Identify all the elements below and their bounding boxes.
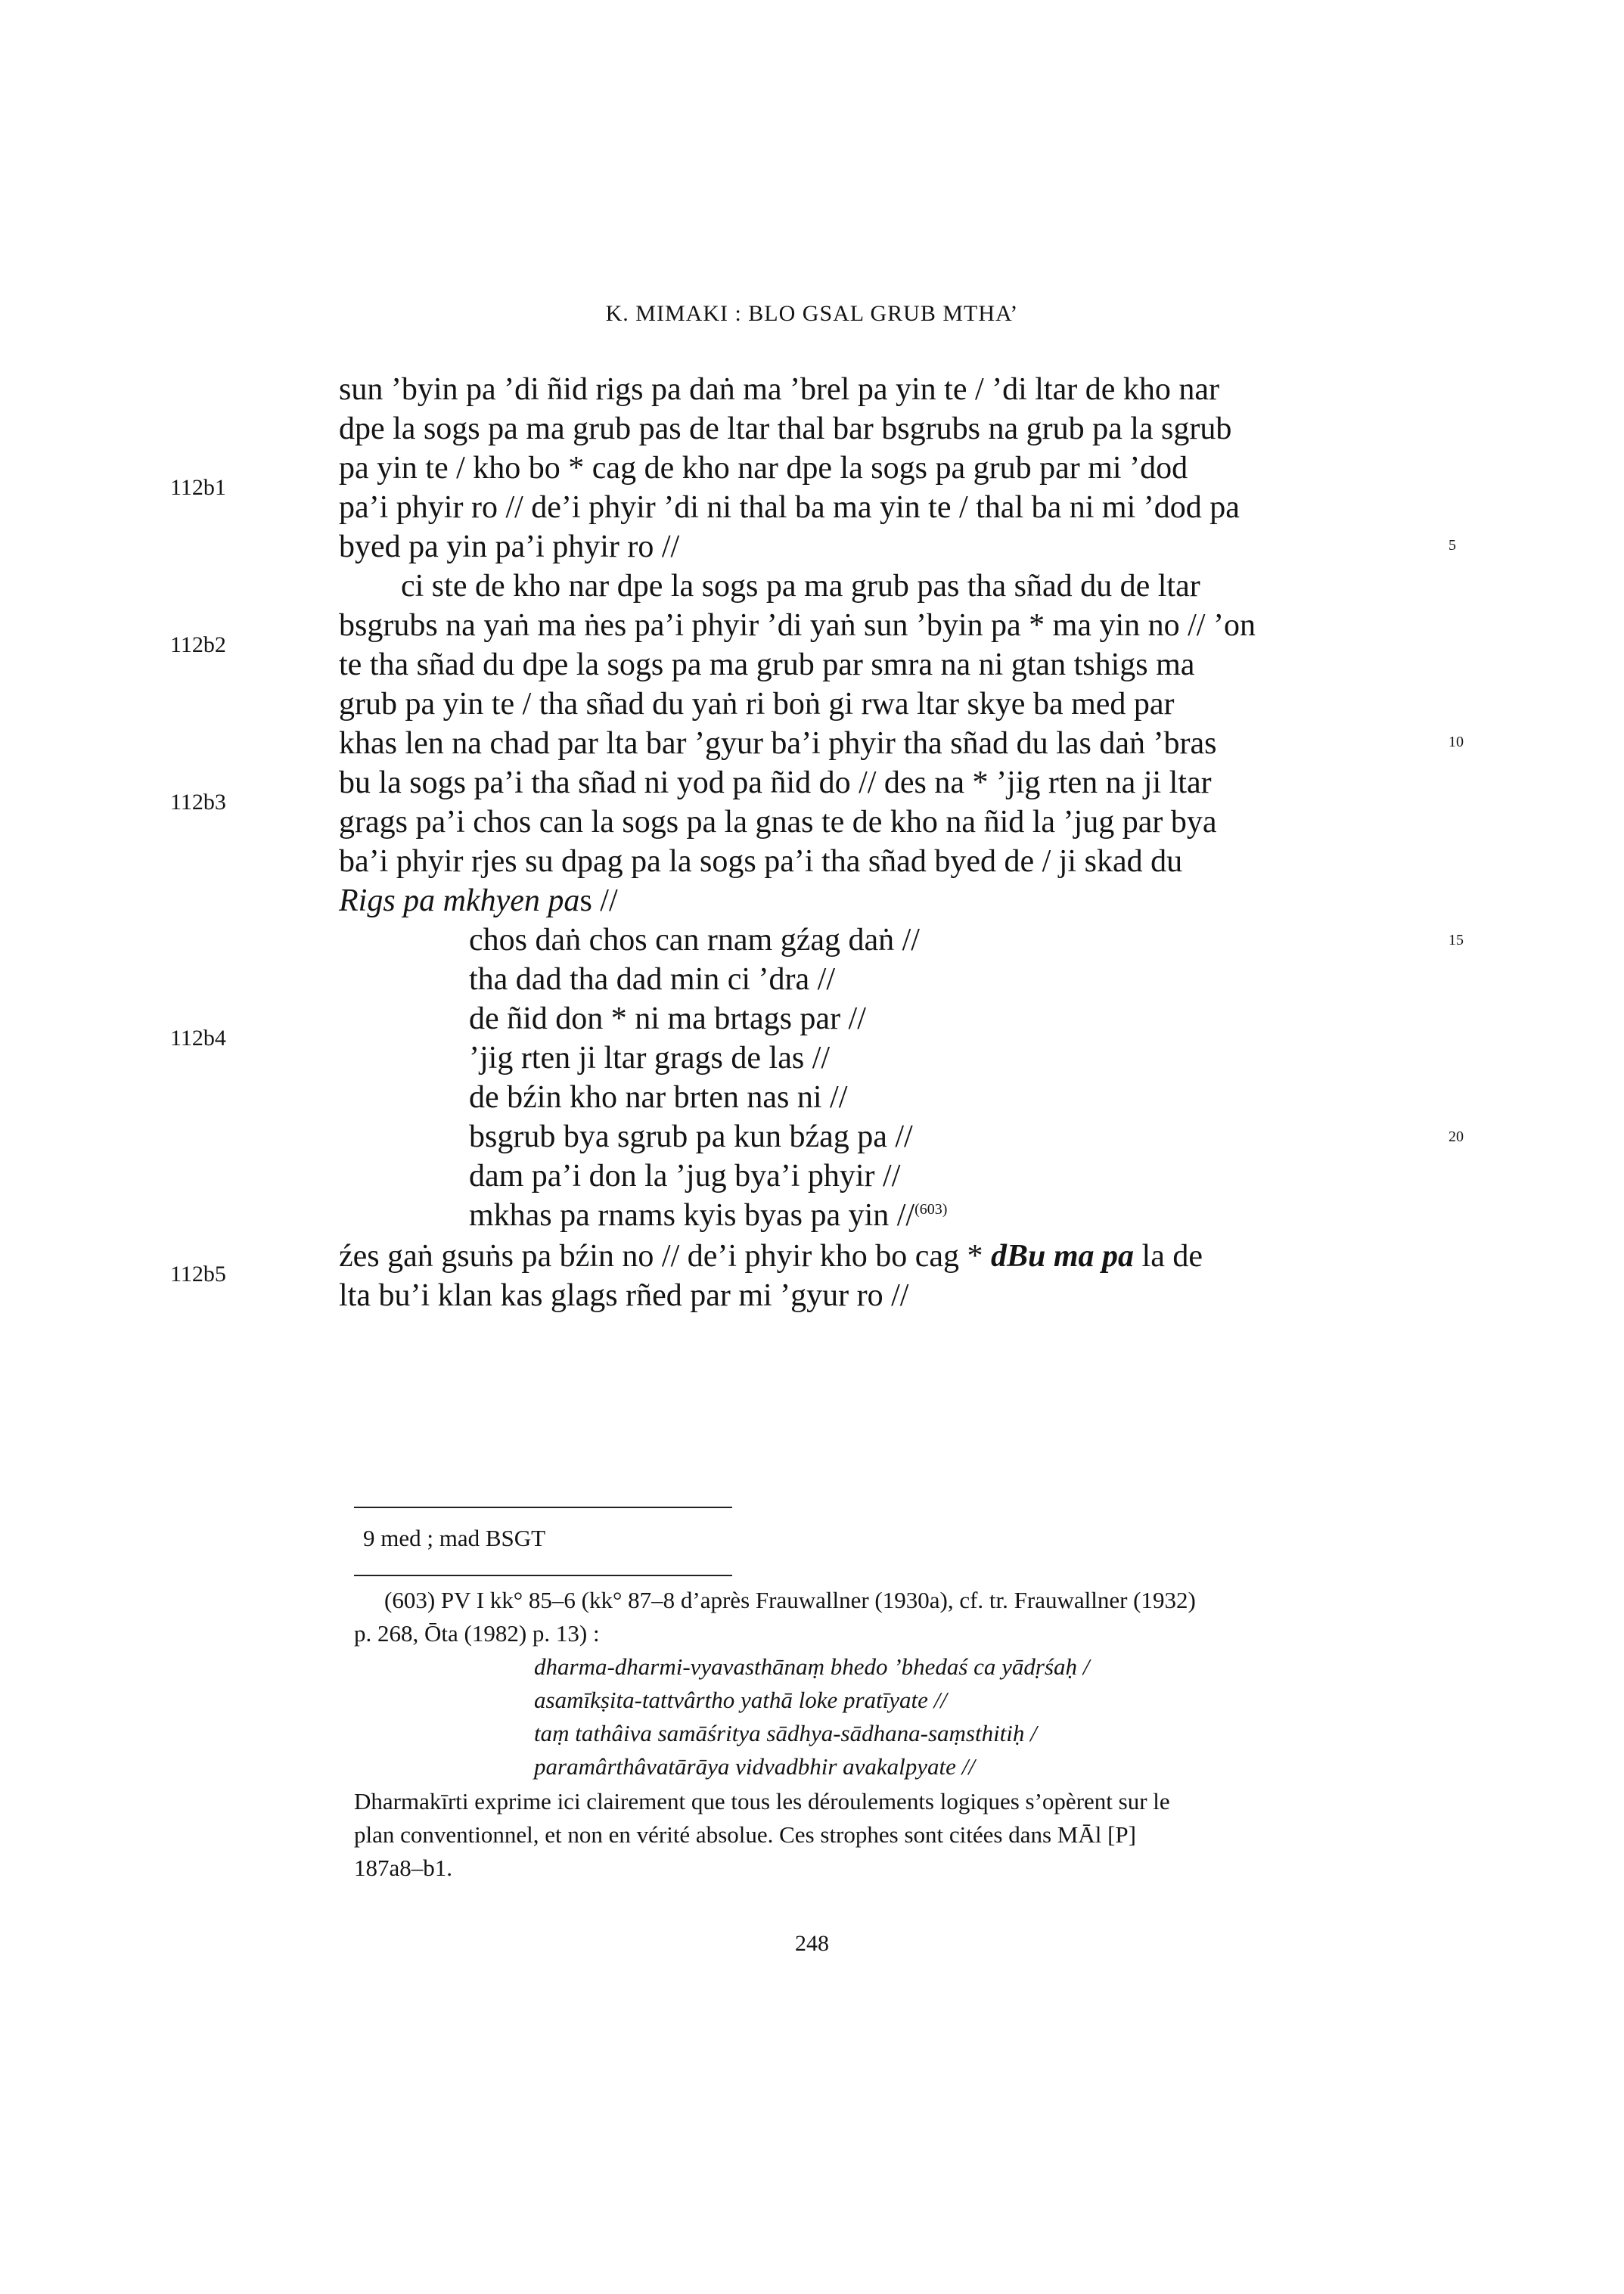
text-line: ci ste de kho nar dpe la sogs pa ma grub pas tha sñad du de ltar bbox=[401, 569, 1200, 604]
text-line: grub pa yin te / tha sñad du yaṅ ri boṅ gi rwa ltar skye ba med par bbox=[339, 687, 1175, 722]
footnote-line: p. 268, Ōta (1982) p. 13) : bbox=[354, 1620, 600, 1647]
footnote-line: (603) PV I kk° 85–6 (kk° 87–8 d’après Frauwallner (1930a), cf. tr. Frauwallner (1932) bbox=[384, 1587, 1196, 1613]
sanskrit-verse: asamīkṣita-tattvârtho yathā loke pratīyate // bbox=[534, 1687, 947, 1713]
footnote-line: plan conventionnel, et non en vérité absolue. Ces strophes sont citées dans MĀl [P] bbox=[354, 1821, 1136, 1848]
text-line: grags pa’i chos can la sogs pa la gnas te de kho na ñid la ’jug par bya bbox=[339, 805, 1217, 840]
text-line: sun ’byin pa ’di ñid rigs pa daṅ ma ’brel pa yin te / ’di ltar de kho nar bbox=[339, 372, 1220, 407]
line-number: 10 bbox=[1449, 734, 1464, 750]
critical-apparatus: 9 med ; mad BSGT bbox=[363, 1525, 546, 1551]
sanskrit-verse: paramârthâvatārāya vidvadbhir avakalpyate // bbox=[534, 1753, 975, 1780]
sanskrit-verse: dharma-dharmi-vyavasthānaṃ bhedo ’bhedaś ca yādṛśaḥ / bbox=[534, 1653, 1090, 1680]
folio-ref: 112b1 bbox=[170, 475, 226, 500]
text-line: pa yin te / kho bo * cag de kho nar dpe la sogs pa grub par mi ’dod bbox=[339, 451, 1188, 486]
folio-ref: 112b5 bbox=[170, 1262, 226, 1287]
text-line: bsgrubs na yaṅ ma ṅes pa’i phyir ’di yaṅ sun ’byin pa * ma yin no // ’on bbox=[339, 608, 1256, 643]
running-header: K. MIMAKI : BLO GSAL GRUB MTHA’ bbox=[605, 301, 1019, 326]
line-number: 20 bbox=[1449, 1128, 1464, 1145]
text-line: pa’i phyir ro // de’i phyir ’di ni thal ba ma yin te / thal ba ni mi ’dod pa bbox=[339, 490, 1240, 525]
verse-line: tha dad tha dad min ci ’dra // bbox=[469, 962, 836, 997]
text-line: źes gaṅ gsuṅs pa bźin no // de’i phyir kho bo cag * dBu ma pa la de bbox=[339, 1239, 1203, 1274]
text-line: bu la sogs pa’i tha sñad ni yod pa ñid do // des na * ’jig rten na ji ltar bbox=[339, 765, 1212, 800]
verse-line: de bźin kho nar brten nas ni // bbox=[469, 1080, 848, 1115]
line-number: 15 bbox=[1449, 932, 1464, 948]
cited-work-title: Rigs pa mkhyen pa bbox=[339, 883, 580, 918]
apparatus-rule bbox=[354, 1507, 732, 1508]
verse-line: dam pa’i don la ’jug bya’i phyir // bbox=[469, 1159, 901, 1194]
emphasized-term: dBu ma pa bbox=[990, 1239, 1135, 1274]
verse-line: bsgrub bya sgrub pa kun bźag pa // bbox=[469, 1119, 913, 1154]
verse-line: chos daṅ chos can rnam gźag daṅ // bbox=[469, 923, 920, 958]
text-line: te tha sñad du dpe la sogs pa ma grub par smra na ni gtan tshigs ma bbox=[339, 647, 1195, 682]
line-number: 5 bbox=[1449, 537, 1456, 554]
verse-line: de ñid don * ni ma brtags par // bbox=[469, 1001, 866, 1036]
folio-ref: 112b3 bbox=[170, 790, 226, 815]
footnote-line: Dharmakīrti exprime ici clairement que tous les déroulements logiques s’opèrent sur le bbox=[354, 1788, 1170, 1814]
folio-ref: 112b2 bbox=[170, 632, 226, 657]
text-line: lta bu’i klan kas glags rñed par mi ’gyur ro // bbox=[339, 1278, 909, 1313]
text-line: Rigs pa mkhyen pas // bbox=[339, 883, 618, 918]
text-line: khas len na chad par lta bar ’gyur ba’i phyir tha sñad du las daṅ ’bras bbox=[339, 726, 1217, 761]
footnote-rule bbox=[354, 1575, 732, 1576]
verse-line: mkhas pa rnams kyis byas pa yin //$^{(603)}$ bbox=[469, 1198, 948, 1233]
verse-line: ’jig rten ji ltar grags de las // bbox=[469, 1041, 831, 1076]
sanskrit-verse: taṃ tathâiva samāśritya sādhya-sādhana-saṃsthitiḥ / bbox=[534, 1720, 1037, 1746]
page-number: 248 bbox=[795, 1931, 829, 1956]
footnote-line: 187a8–b1. bbox=[354, 1855, 453, 1881]
folio-ref: 112b4 bbox=[170, 1026, 226, 1051]
text-line: byed pa yin pa’i phyir ro // bbox=[339, 529, 680, 564]
text-line: dpe la sogs pa ma grub pas de ltar thal bar bsgrubs na grub pa la sgrub bbox=[339, 411, 1232, 446]
footnote-marker: (603) bbox=[914, 1201, 948, 1218]
text-line: ba’i phyir rjes su dpag pa la sogs pa’i tha sñad byed de / ji skad du bbox=[339, 844, 1183, 879]
